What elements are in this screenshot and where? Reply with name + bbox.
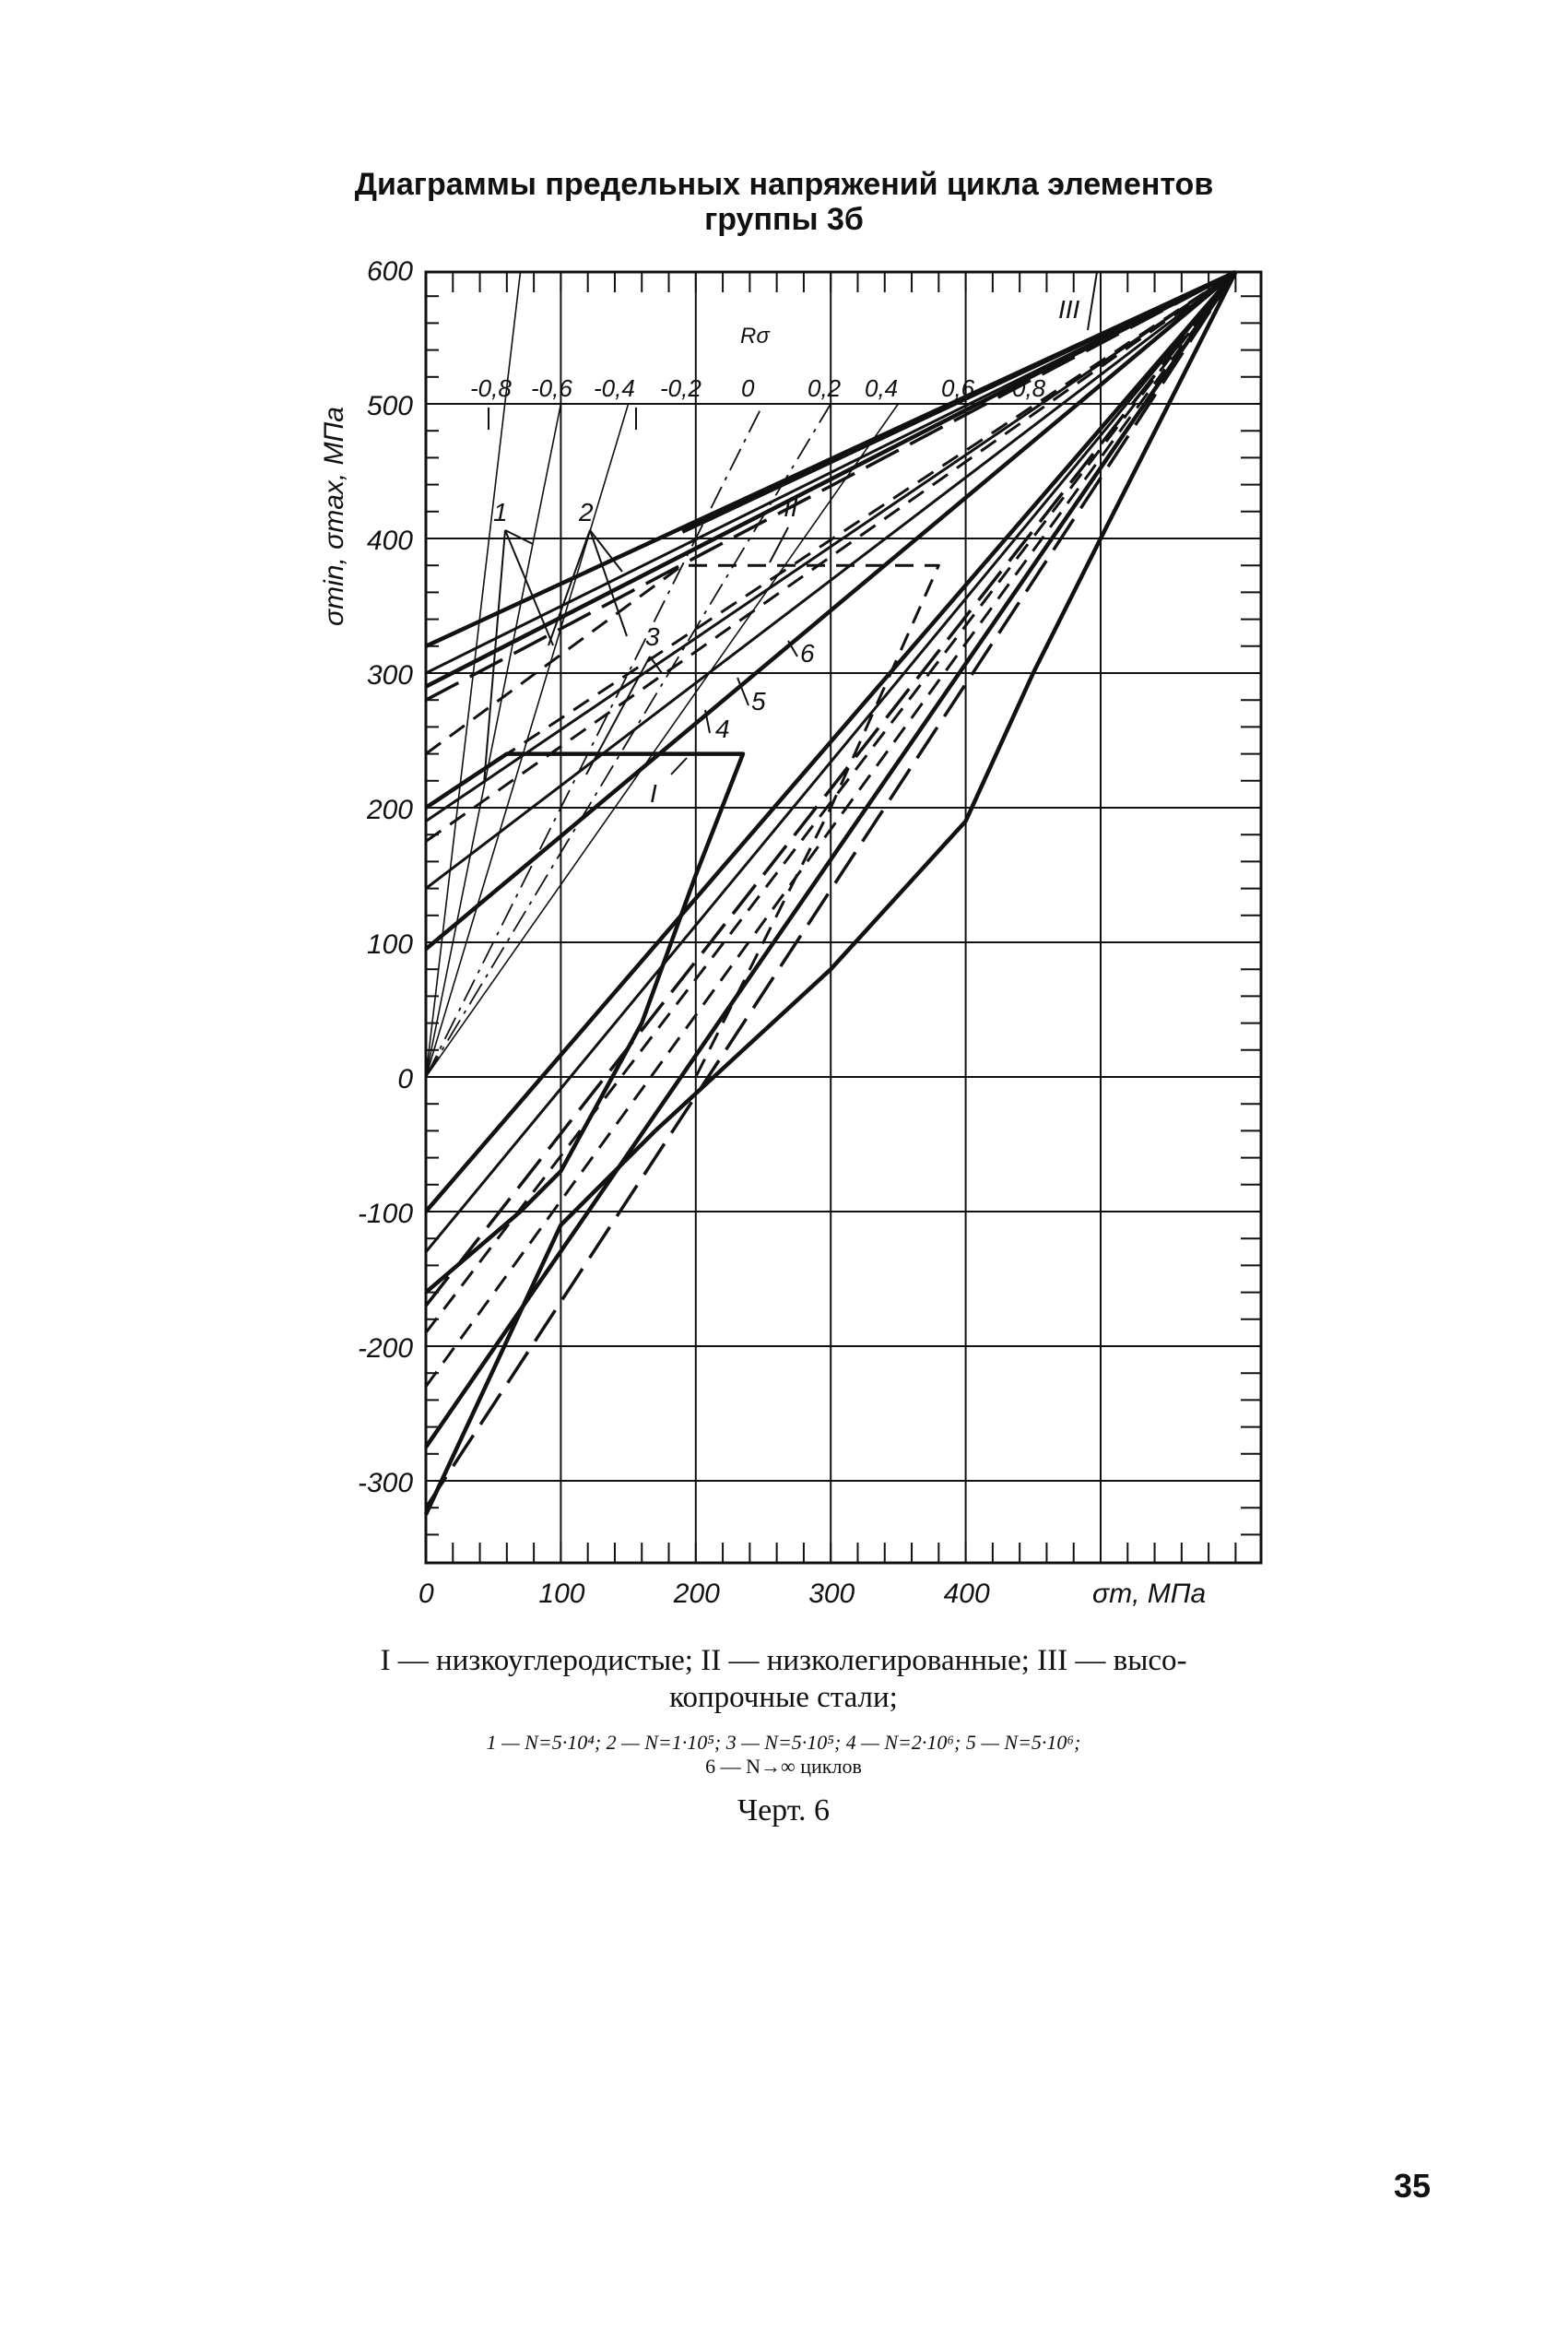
r-scale-tick-label: -0,2 xyxy=(660,374,701,402)
y-tick-label: 100 xyxy=(366,929,413,960)
x-tick-label: 0 xyxy=(419,1579,434,1609)
chart-title-line2: группы 3б xyxy=(704,202,864,237)
curve-label-6: 6 xyxy=(800,639,815,668)
r-scale-label: Rσ xyxy=(740,324,770,349)
x-tick-label: 400 xyxy=(943,1579,990,1609)
curve-label-5: 5 xyxy=(751,687,766,716)
y-tick-label: 600 xyxy=(366,256,413,287)
curve-label-1: 1 xyxy=(493,498,508,526)
curve-label-II: II xyxy=(784,493,798,522)
x-tick-label: 200 xyxy=(673,1579,720,1609)
caption-steel-types-cont: копрочные стали; xyxy=(669,1681,898,1714)
caption-steel-types: I — низкоуглеродистые; II — низколегированные; III — высо- xyxy=(380,1644,1187,1677)
annotation-leader xyxy=(671,758,687,775)
x-tick-label: 100 xyxy=(538,1579,585,1609)
y-tick-label: 500 xyxy=(366,391,413,421)
curve-label-4: 4 xyxy=(715,715,730,743)
y-tick-label: -100 xyxy=(357,1199,413,1229)
y-tick-label: -300 xyxy=(357,1468,413,1498)
r-scale-tick-label: 0,6 xyxy=(941,374,975,402)
annotation-leader xyxy=(590,530,627,636)
r-scale-tick-label: 0,2 xyxy=(808,374,842,402)
r-scale-tick-label: 0 xyxy=(741,374,755,402)
y-tick-label: -200 xyxy=(357,1333,413,1364)
y-tick-label: 200 xyxy=(366,795,413,825)
y-axis-label: σmin, σmax, МПа xyxy=(319,407,349,626)
r-scale-tick-label: 0,8 xyxy=(1012,374,1046,402)
y-tick-label: 0 xyxy=(397,1064,413,1094)
annotation-leader xyxy=(1088,272,1097,330)
curve-label-I: I xyxy=(650,779,657,808)
curve-label-2: 2 xyxy=(579,498,594,526)
figure-label: Черт. 6 xyxy=(737,1793,831,1827)
r-scale-tick-label: -0,4 xyxy=(594,374,635,402)
annotation-leader xyxy=(770,527,788,562)
caption-cycle-counts: 1 — N=5·10⁴; 2 — N=1·10⁵; 3 — N=5·10⁵; 4 — N=2·10⁶; 5 — N=5·10⁶; xyxy=(486,1731,1081,1754)
x-axis-label: σm, МПа xyxy=(1092,1579,1207,1609)
chart-title-line1: Диаграммы предельных напряжений цикла элементов xyxy=(354,167,1214,202)
r-scale-tick-label: -0,6 xyxy=(531,374,572,402)
r-scale-tick-label: 0,4 xyxy=(865,374,899,402)
annotation-leader xyxy=(590,530,622,572)
page-number: 35 xyxy=(1394,2167,1432,2205)
curve-label-III: III xyxy=(1058,295,1080,324)
curve-label-3: 3 xyxy=(645,622,660,651)
y-tick-label: 300 xyxy=(366,660,413,691)
annotation-leader xyxy=(505,530,553,645)
series-line-4 xyxy=(426,404,763,1077)
x-tick-label: 300 xyxy=(808,1579,855,1609)
annotation-leader xyxy=(650,656,662,673)
y-tick-label: 400 xyxy=(366,526,413,556)
caption-cycle-counts-cont: 6 — N→∞ циклов xyxy=(705,1755,862,1778)
r-scale-tick-label: -0,8 xyxy=(470,374,512,402)
